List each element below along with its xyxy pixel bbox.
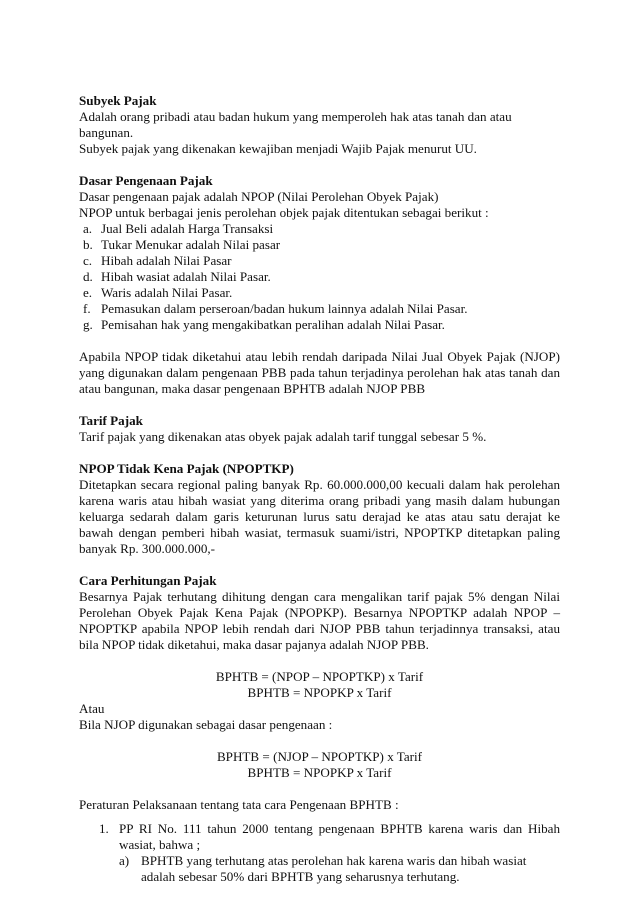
list-marker: g. — [83, 317, 93, 332]
formula-npop-2: BPHTB = NPOPKP x Tarif — [247, 685, 392, 700]
peraturan-intro: Peraturan Pelaksanaan tentang tata cara Pengenaan BPHTB : — [79, 797, 399, 812]
list-item-text: BPHTB yang terhutang atas perolehan hak karena waris dan hibah wasiat adalah sebesar 50% dari BPHTB yang seharusnya terhutang. — [141, 853, 527, 884]
list-item-text: Pemisahan hak yang mengakibatkan peralihan adalah Nilai Pasar. — [101, 317, 445, 332]
list-item-text: Waris adalah Nilai Pasar. — [101, 285, 233, 300]
list-marker: a) — [119, 853, 130, 868]
list-item — [79, 285, 560, 301]
npop-list — [79, 221, 560, 333]
heading-cara-perhitungan: Cara Perhitungan Pajak — [79, 573, 217, 588]
list-marker: f. — [83, 301, 91, 316]
subyek-line-1: Adalah orang pribadi atau badan hukum yang memperoleh hak atas tanah dan atau bangunan. — [79, 109, 512, 140]
cara-paragraph: Besarnya Pajak terhutang dihitung dengan cara mengalikan tarif pajak 5% dengan Nilai Perolehan Obyek Pajak Kena Pajak (NPOPKP). Besarnya NPOPTKP adalah NPOP – NPOPTKP apabila NPOP lebih rendah dari NJOP PBB tahun terjadinnya transaksi, atau bila NPOP tidak diketahui, maka dasar pajanya adalah NJOP PBB. — [79, 589, 560, 652]
list-marker: a. — [83, 221, 93, 236]
list-item-text: Hibah wasiat adalah Nilai Pasar. — [101, 269, 271, 284]
list-item-text: Jual Beli adalah Harga Transaksi — [101, 221, 274, 236]
bila-njop-label: Bila NJOP digunakan sebagai dasar pengenaan : — [79, 717, 333, 732]
heading-npoptkp: NPOP Tidak Kena Pajak (NPOPTKP) — [79, 461, 294, 476]
dasar-line-2: NPOP untuk berbagai jenis perolehan objek pajak ditentukan sebagai berikut : — [79, 205, 489, 220]
list-marker: e. — [83, 285, 93, 300]
atau-label: Atau — [79, 701, 105, 716]
list-marker: d. — [83, 269, 93, 284]
list-item — [79, 237, 560, 253]
subyek-line-2: Subyek pajak yang dikenakan kewajiban menjadi Wajib Pajak menurut UU. — [79, 141, 477, 156]
formula-njop-2: BPHTB = NPOPKP x Tarif — [247, 765, 392, 780]
list-item-text: PP RI No. 111 tahun 2000 tentang pengenaan BPHTB karena waris dan Hibah wasiat, bahwa ; — [119, 821, 560, 852]
list-item — [79, 317, 560, 333]
list-item-text: Hibah adalah Nilai Pasar — [101, 253, 232, 268]
list-marker: 1. — [99, 821, 109, 836]
list-marker: c. — [83, 253, 93, 268]
peraturan-sub-list — [119, 853, 560, 885]
formula-njop-1: BPHTB = (NJOP – NPOPTKP) x Tarif — [216, 749, 423, 764]
list-item — [79, 301, 560, 317]
tarif-text: Tarif pajak yang dikenakan atas obyek pajak adalah tarif tunggal sebesar 5 %. — [79, 429, 487, 444]
dasar-line-1: Dasar pengenaan pajak adalah NPOP (Nilai Perolehan Obyek Pajak) — [79, 189, 439, 204]
list-item — [119, 853, 560, 885]
list-item-text: Tukar Menukar adalah Nilai pasar — [101, 237, 281, 252]
formula-npop-1: BPHTB = (NPOP – NPOPTKP) x Tarif — [215, 669, 424, 684]
list-item — [79, 221, 560, 237]
list-item — [79, 821, 560, 885]
list-marker: b. — [83, 237, 93, 252]
list-item — [79, 269, 560, 285]
list-item — [79, 253, 560, 269]
heading-tarif-pajak: Tarif Pajak — [79, 413, 143, 428]
peraturan-list — [79, 821, 560, 885]
heading-subyek-pajak: Subyek Pajak — [79, 93, 157, 108]
njop-paragraph: Apabila NPOP tidak diketahui atau lebih rendah daripada Nilai Jual Obyek Pajak (NJOP) yang digunakan dalam pengenaan PBB pada tahun terjadinya perolehan hak atas tanah dan atau bangunan, maka dasar pengenaan BPHTB adalah NJOP PBB — [79, 349, 560, 396]
npoptkp-paragraph: Ditetapkan secara regional paling banyak Rp. 60.000.000,00 kecuali dalam hak perolehan karena waris atau hibah wasiat yang diterima orang pribadi yang masih dalam hubungan keluarga sedarah dalam garis keturunan lurus satu derajad ke atas atau satu derajat ke bawah dengan pemberi hibah wasiat, termasuk suami/istri, NPOPTKP ditetapkan paling banyak Rp. 300.000.000,- — [79, 477, 560, 556]
heading-dasar-pengenaan: Dasar Pengenaan Pajak — [79, 173, 213, 188]
document-body — [79, 93, 560, 885]
list-item-text: Pemasukan dalam perseroan/badan hukum lainnya adalah Nilai Pasar. — [101, 301, 468, 316]
